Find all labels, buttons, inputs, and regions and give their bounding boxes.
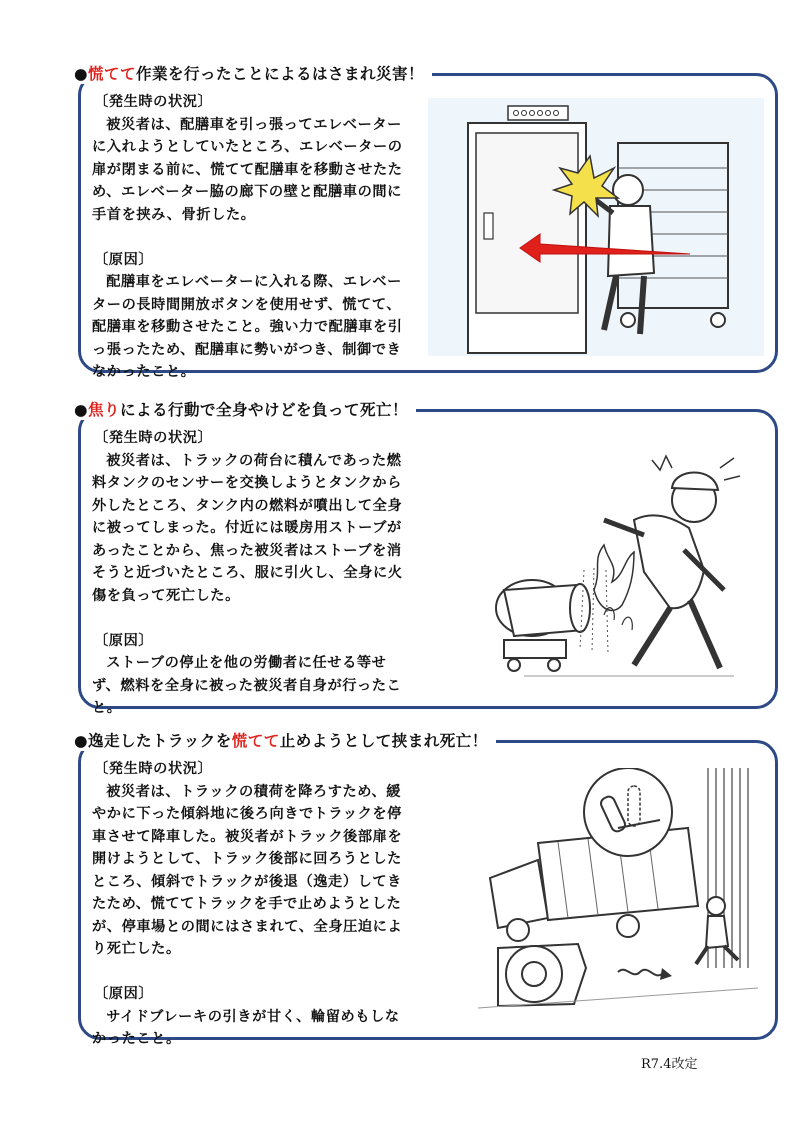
title-suffix: 作業を行ったことによるはさまれ災害！ — [136, 65, 425, 83]
cause-line: っ張ったため、配膳車に勢いがつき、制御でき — [92, 341, 402, 358]
situation-line: そうと近づいたところ、服に引火し、全身に火 — [92, 565, 403, 581]
situation-line: 扉が閉まる前に、慌てて配膳車を移動させたた — [92, 161, 403, 178]
situation-line: ところ、傾斜でトラックが後退（逸走）してき — [92, 873, 402, 890]
situation-line: が、停車場との間にはさまれて、全身圧迫によ — [92, 918, 403, 935]
cause-line: ターの長時間開放ボタンを使用せず、慌てて、 — [92, 296, 402, 313]
cause-heading: 〔原因〕 — [94, 986, 154, 1002]
situation-line: 傷を負って死亡した。 — [92, 587, 240, 604]
situation-line: 被災者は、配膳車を引っ張ってエレベーター — [106, 116, 402, 133]
situation-line: に被ってしまった。付近には暖房用ストーブが — [92, 520, 402, 536]
cause-line: かったこと。 — [92, 1031, 181, 1047]
incident-body-2 — [92, 427, 472, 720]
cause-line: ストーブの停止を他の労働者に任せる等せ — [106, 655, 387, 671]
title-suffix: 止めようとして挟まれ死亡！ — [279, 732, 488, 750]
revision-note: R7.4改定 — [641, 1057, 698, 1072]
incident-body-1 — [92, 91, 472, 384]
title-highlight: 慌てて — [88, 65, 137, 83]
situation-line: 被災者は、トラックの積荷を降ろすため、緩 — [106, 783, 402, 800]
situation-line: 被災者は、トラックの荷台に積んであった燃 — [106, 452, 402, 469]
cause-line: ず、燃料を全身に被った被災者自身が行ったこ — [92, 677, 402, 694]
cause-heading: 〔原因〕 — [94, 251, 154, 268]
title-prefix: ● — [74, 65, 89, 83]
situation-line: 開けようとして、トラック後部に回ろうとした — [92, 851, 402, 867]
situation-line: やかに下った傾斜地に後ろ向きでトラックを停 — [92, 806, 402, 822]
cause-line: なかったこと。 — [92, 364, 196, 380]
title-highlight: 焦り — [88, 401, 121, 419]
cause-line: サイドブレーキの引きが甘く、輪留めもしな — [106, 1008, 400, 1025]
situation-line: 外したところ、タンク内の燃料が噴出して全身 — [92, 497, 403, 514]
cause-line: 配膳車を移動させたこと。強い力で配膳車を引 — [92, 319, 403, 335]
truck-runaway-illustration — [478, 768, 758, 1030]
incident-title-1 — [74, 64, 432, 84]
title-prefix: ● — [74, 401, 89, 419]
incident-body-3 — [92, 758, 472, 1051]
situation-line: 料タンクのセンサーを交換しようとタンクから — [92, 475, 402, 491]
incident-title-2 — [74, 400, 416, 420]
situation-line: たため、慌ててトラックを手で止めようとした — [92, 896, 402, 912]
incident-title-3 — [74, 731, 496, 751]
title-highlight: 慌てて — [231, 732, 280, 750]
situation-line: 車させて降車した。被災者がトラック後部扉を — [92, 828, 403, 845]
situation-line: め、エレベーター脇の廊下の壁と配膳車の間に — [92, 184, 402, 200]
situation-heading: 〔発生時の状況〕 — [94, 94, 213, 110]
situation-line: り死亡した。 — [92, 941, 181, 957]
elevator-cart-illustration — [428, 98, 764, 356]
situation-heading: 〔発生時の状況〕 — [94, 761, 213, 777]
situation-line: あったことから、焦った被災者はストーブを消 — [92, 542, 402, 559]
stove-fire-illustration — [484, 440, 754, 680]
cause-line: と。 — [92, 700, 122, 716]
cause-line: 配膳車をエレベーターに入れる際、エレベー — [106, 274, 402, 290]
situation-heading: 〔発生時の状況〕 — [94, 430, 213, 446]
title-suffix: による行動で全身やけどを負って死亡！ — [120, 401, 409, 419]
situation-line: 手首を挟み、骨折した。 — [92, 206, 256, 223]
title-prefix: ●逸走したトラックを — [74, 732, 232, 750]
situation-line: に入れようとしていたところ、エレベーターの — [92, 139, 403, 155]
cause-heading: 〔原因〕 — [94, 632, 154, 649]
